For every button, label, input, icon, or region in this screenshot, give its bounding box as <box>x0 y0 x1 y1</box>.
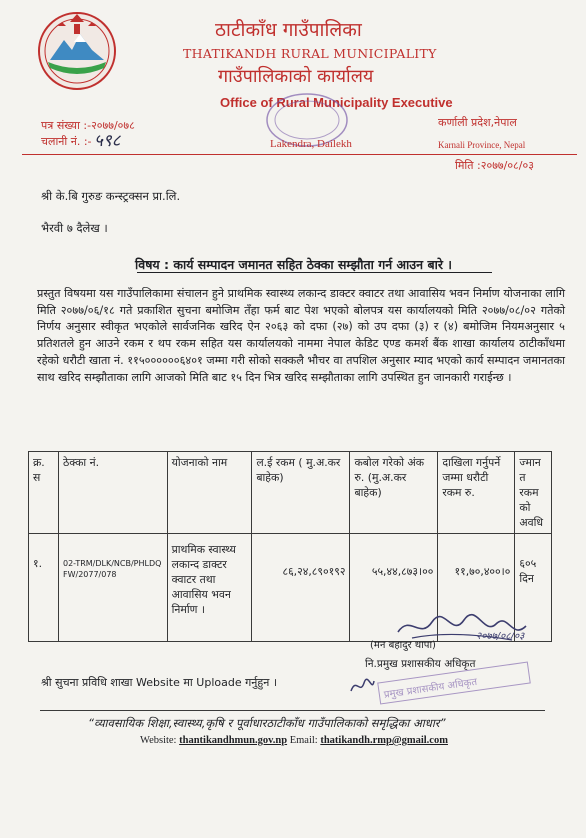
table-header-row <box>29 452 552 534</box>
email-link[interactable]: thatikandh.rmp@gmail.com <box>320 735 448 746</box>
signature-date: २०७७/०८/०३ <box>476 631 525 642</box>
it-section-note: श्री सुचना प्रविधि शाखा Website मा Uploade गर्नुहुन । <box>41 676 277 689</box>
nepal-emblem-icon <box>36 10 118 92</box>
table-header-cell: ठेक्का नं. <box>58 452 167 534</box>
municipality-title-en: THATIKANDH RURAL MUNICIPALITY <box>183 46 437 61</box>
table-header-cell: दाखिला गर्नुपर्ने जम्मा धरौटी रकम रु. <box>438 452 515 534</box>
table-cell-project-name: प्राथमिक स्वास्थ्य लकान्द डाक्टर क्वाटर तथा आवासिय भवन निर्माण । <box>167 534 252 642</box>
table-header-cell: क्र. स <box>29 452 59 534</box>
footer-contact <box>140 735 448 746</box>
signatory-name: (मन बहादुर थापा) <box>370 640 436 651</box>
province-en: Karnali Province, Nepal <box>438 140 526 150</box>
table-cell-deposit: ११,७०,४००।० <box>438 534 515 642</box>
table-cell-estimate: ८६,२४,८९०१९२ <box>252 534 350 642</box>
reference-number: पत्र संख्या :-२०७७/०७८ <box>41 119 135 132</box>
subject-underline <box>137 272 492 273</box>
letter-date: मिति :२०७७/०८/०३ <box>455 159 534 172</box>
table-header-cell: ल.ई रकम ( मु.अ.कर बाहेक) <box>252 452 350 534</box>
website-link[interactable]: thantikandhmun.gov.np <box>179 735 288 746</box>
letter-body: प्रस्तुत विषयमा यस गाउँपालिकामा संचालन हुने प्राथमिक स्वास्थ्य लकान्द डाक्टर क्वाटर तथा आवासिय भवन निर्माण योजनाका लागि मिति २०७७/०६/१८ गते प्रकाशित सुचना बमोजिम तँहा फर्म बाट पेश भएको बोलपत्र यस कार्यालयको मिति २०७७/०८/०२ गतेको निर्णय अनुसार स्वीकृत भएकोले सार्वजनिक खरिद ऐन २०६३ को दफा (२७) को उप दफा (३) र (४) बमोजिम नियमअनुसार ५ प्रतिशतले हुन आउने रकम र थप रकम सहित यस कार्यालयको नाममा नेपाल केडिट एण्ड कमर्श बैंक शाखा कार्यालय ठाटीकाँधमा रहेको धरौटी खाता नं. ११५००००००६४०१ जम्मा गरी सोको सक्कलै भौचर वा तपशिल अनुसार म्याद भएको कार्य सम्पादन जमानतका साथ खरिद सम्झौताका लागि आजको मिति बाट १५ दिन भित्र खरिद सम्झौताका लागि उपस्थित हुन जानकारी गराईन्छ । <box>37 287 566 384</box>
office-title-np: गाउँपालिकाको कार्यालय <box>218 66 374 87</box>
letter-subject: विषय : कार्य सम्पादन जमानत सहित ठेक्का सम्झौता गर्न आउन बारे । <box>135 257 453 272</box>
footer-divider <box>40 710 545 711</box>
dispatch-label: चलानी नं. :- <box>41 135 92 148</box>
office-title-en: Office of Rural Municipality Executive <box>220 95 453 110</box>
table-header-cell: ज्मान त रकम को अवधि <box>515 452 552 534</box>
dispatch-number: ५९८ <box>94 131 121 151</box>
province-np: कर्णाली प्रदेश,नेपाल <box>438 116 517 129</box>
website-label: Website: <box>140 735 177 746</box>
initials-icon <box>348 675 376 697</box>
table-header-cell: कबोल गरेको अंक रु. (मु.अ.कर बाहेक) <box>350 452 438 534</box>
email-label: Email: <box>289 735 318 746</box>
municipality-title-np: ठाटीकाँध गाउँपालिका <box>215 19 362 41</box>
designation-stamp: प्रमुख प्रशासकीय अधिकृत <box>377 662 531 705</box>
signatory-title: नि.प्रमुख प्रशासकीय अधिकृत <box>365 658 476 670</box>
footer-motto: “व्यावसायिक शिक्षा,स्वास्थ्य,कृषि र पूर्वाधारठाटीकाँध गाउँपालिकाको समृद्धिका आधार” <box>88 716 446 730</box>
table-cell-bid-amount: ५५,४४,८७३।०० <box>350 534 438 642</box>
location-en: Lakendra, Dailekh <box>270 138 352 150</box>
header-divider <box>22 154 577 155</box>
table-header-cell: योजनाको नाम <box>167 452 252 534</box>
table-cell-duration: ६०५ दिन <box>515 534 552 642</box>
table-cell-serial: १. <box>29 534 59 642</box>
recipient-name: श्री के.बि गुरुङ कन्स्ट्रक्सन प्रा.लि. <box>41 189 181 203</box>
table-cell-contract-no: 02-TRM/DLK/NCB/PHLDQFW/2077/078 <box>58 534 167 642</box>
recipient-address: भैरवी ७ दैलेख । <box>41 221 108 235</box>
